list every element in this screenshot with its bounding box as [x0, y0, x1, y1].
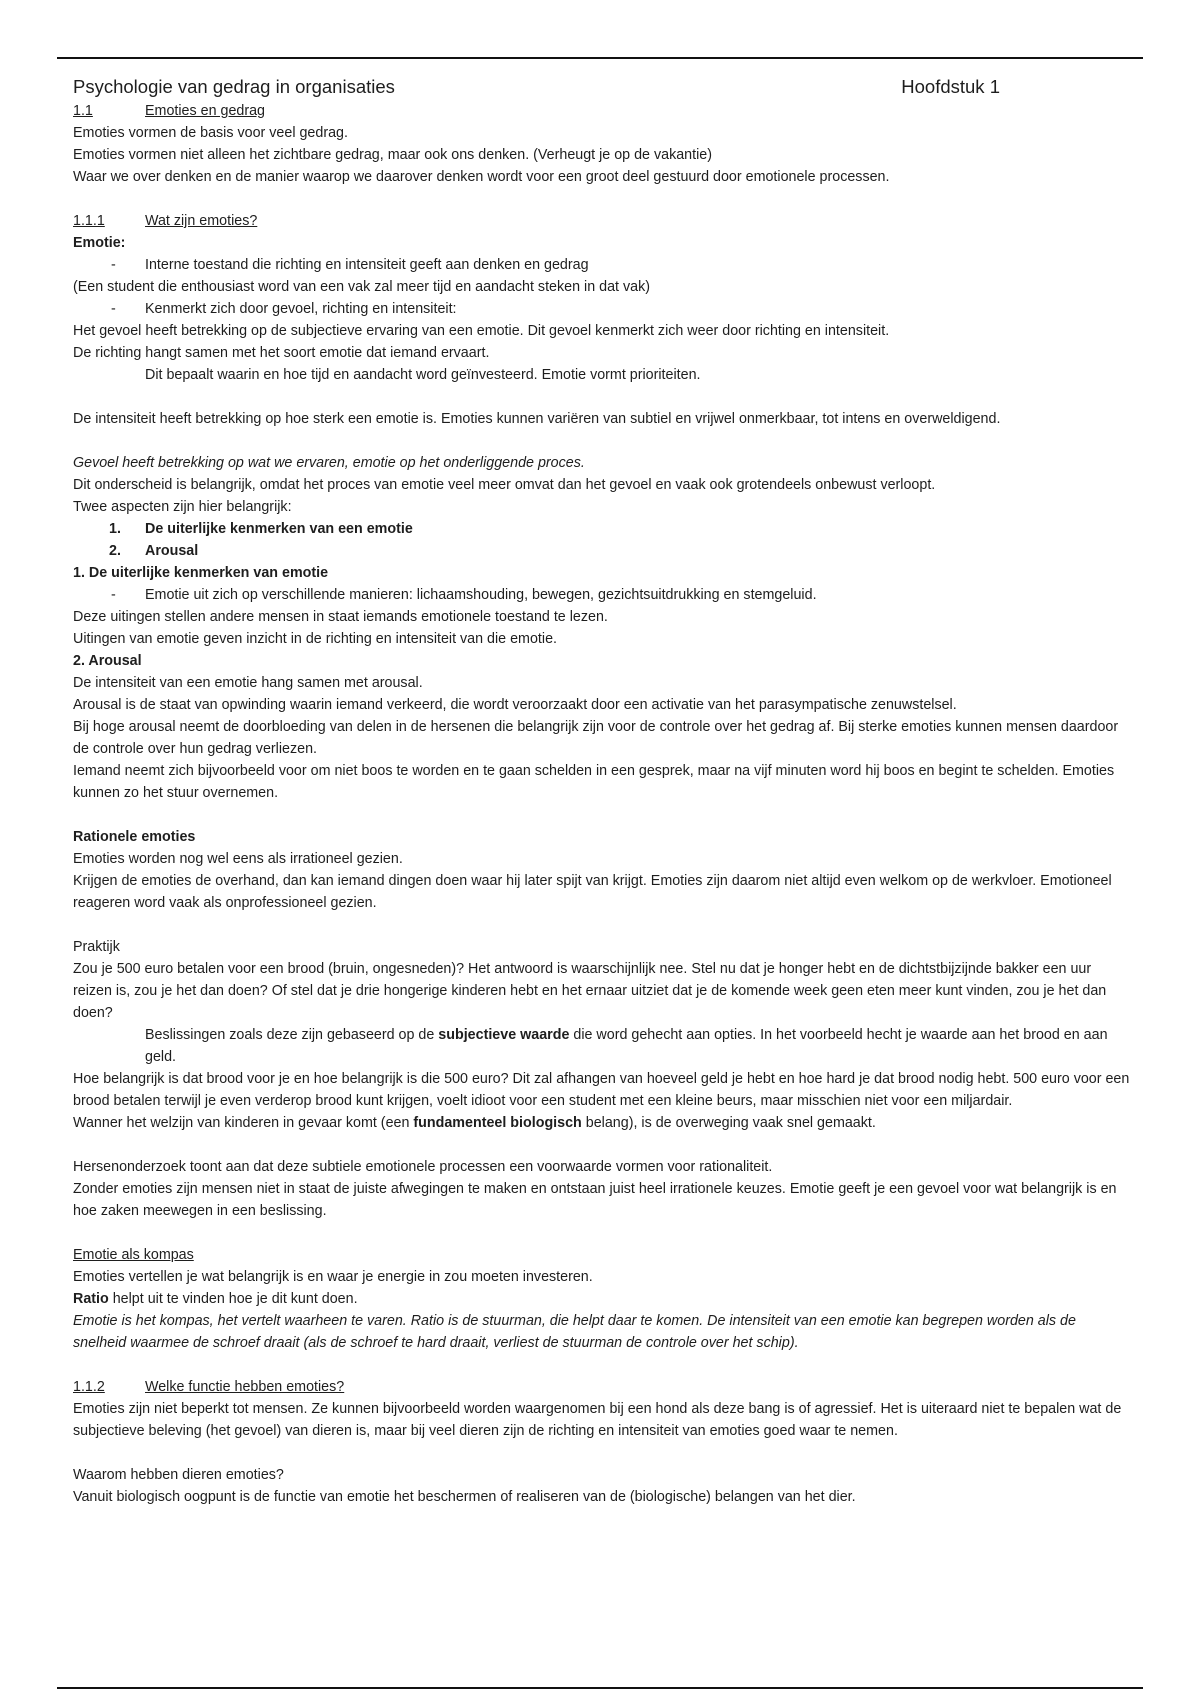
paragraph: Emoties zijn niet beperkt tot mensen. Ze kunnen bijvoorbeeld worden waargenomen bij een hond als deze bang is of agressief. Het is uiteraard niet te bepalen wat de subjectieve beleving (het gevoel) van dieren is, maar bij veel dieren zijn de richting en intensiteit van emoties goed waar te nemen.	[73, 1401, 1122, 1439]
paragraph: Emoties worden nog wel eens als irrationeel gezien.	[73, 851, 403, 867]
paragraph: Zou je 500 euro betalen voor een brood (bruin, ongesneden)? Het antwoord is waarschijnlijk nee. Stel nu dat je honger hebt en de dichtstbijzijnde bakker een uur reizen is, zou je het dan doen? Of stel dat je drie hongerige kinderen hebt en het ernaar uitziet dat je de komende week geen eten meer kunt vinden, zou je het dan doen?	[73, 961, 1107, 1021]
indented-paragraph: Dit bepaalt waarin en hoe tijd en aandacht word geïnvesteerd. Emotie vormt prioriteiten.	[145, 367, 701, 383]
paragraph: Hoe belangrijk is dat brood voor je en hoe belangrijk is die 500 euro? Dit zal afhangen van hoeveel geld je hebt en hoe hard je dat brood nodig hebt. 500 euro voor een brood betalen terwijl je even verderop brood kunt krijgen, voelt idioot voor een student met een kleine beurs, maar misschien niet voor een miljardair.	[73, 1071, 1130, 1109]
paragraph: (Een student die enthousiast word van een vak zal meer tijd en aandacht steken in dat vak)	[73, 279, 650, 295]
paragraph: Bij hoge arousal neemt de doorbloeding van delen in de hersenen die belangrijk zijn voor de controle over het gedrag af. Bij sterke emoties kunnen mensen daardoor de controle over hun gedrag verliezen.	[73, 719, 1119, 757]
subheading: Emotie als kompas	[73, 1247, 194, 1263]
paragraph: Waar we over denken en de manier waarop we daarover denken wordt voor een groot deel gestuurd door emotionele processen.	[73, 169, 890, 185]
paragraph: Hersenonderzoek toont aan dat deze subtiele emotionele processen een voorwaarde vormen voor rationaliteit.	[73, 1159, 773, 1175]
chapter-label: Hoofdstuk 1	[901, 76, 1000, 97]
paragraph: De richting hangt samen met het soort emotie dat iemand ervaart.	[73, 345, 490, 361]
paragraph: Zonder emoties zijn mensen niet in staat de juiste afwegingen te maken en ontstaan juist heel irrationele keuzes. Emotie geeft je een gevoel voor wat belangrijk is en hoe zaken meewegen in een beslissing.	[73, 1181, 1117, 1219]
bullet-item: - Kenmerkt zich door gevoel, richting en intensiteit:	[73, 298, 1133, 320]
bullet-item: - Emotie uit zich op verschillende manieren: lichaamshouding, bewegen, gezichtsuitdrukking en stemgeluid.	[73, 584, 1133, 606]
paragraph: Uitingen van emotie geven inzicht in de richting en intensiteit van die emotie.	[73, 631, 557, 647]
document-title: Psychologie van gedrag in organisaties	[73, 76, 395, 97]
subheading: Waarom hebben dieren emoties?	[73, 1467, 284, 1483]
paragraph: Iemand neemt zich bijvoorbeeld voor om niet boos te worden en te gaan schelden in een gesprek, maar na vijf minuten word hij boos en begint te schelden. Emoties kunnen zo het stuur overnemen.	[73, 763, 1115, 801]
section-number: 1.1.1	[73, 213, 105, 229]
section-title: Wat zijn emoties?	[145, 213, 258, 229]
footer-rule	[57, 1687, 1143, 1689]
document-page	[73, 74, 1133, 1508]
paragraph: Deze uitingen stellen andere mensen in staat iemands emotionele toestand te lezen.	[73, 609, 608, 625]
paragraph: Dit onderscheid is belangrijk, omdat het proces van emotie veel meer omvat dan het gevoel en vaak ook grotendeels onbewust verloopt.	[73, 477, 936, 493]
subheading: 2. Arousal	[73, 653, 142, 669]
paragraph: Emoties vertellen je wat belangrijk is en waar je energie in zou moeten investeren.	[73, 1269, 593, 1285]
italic-paragraph: Gevoel heeft betrekking op wat we ervaren, emotie op het onderliggende proces.	[73, 455, 585, 471]
section-number: 1.1	[73, 103, 93, 119]
emotie-label: Emotie:	[73, 235, 126, 251]
paragraph: Emoties vormen de basis voor veel gedrag.	[73, 125, 348, 141]
paragraph: Wanner het welzijn van kinderen in gevaar komt (een fundamenteel biologisch belang), is de overweging vaak snel gemaakt.	[73, 1115, 876, 1131]
section-1-1-2-heading	[73, 1376, 1133, 1398]
paragraph: Ratio helpt uit te vinden hoe je dit kunt doen.	[73, 1291, 358, 1307]
paragraph: Emoties vormen niet alleen het zichtbare gedrag, maar ook ons denken. (Verheugt je op de vakantie)	[73, 147, 712, 163]
paragraph: Twee aspecten zijn hier belangrijk:	[73, 499, 292, 515]
numbered-item: 1. De uiterlijke kenmerken van een emotie	[109, 521, 413, 537]
indented-paragraph: Beslissingen zoals deze zijn gebaseerd op de subjectieve waarde die word gehecht aan opties. In het voorbeeld hecht je waarde aan het brood en aan geld.	[145, 1027, 1108, 1065]
section-1-1-1-heading	[73, 210, 1133, 232]
subheading: Praktijk	[73, 939, 120, 955]
section-number: 1.1.2	[73, 1379, 105, 1395]
bullet-item: - Interne toestand die richting en intensiteit geeft aan denken en gedrag	[73, 254, 1133, 276]
header-rule	[57, 57, 1143, 59]
subheading: 1. De uiterlijke kenmerken van emotie	[73, 565, 329, 581]
paragraph: De intensiteit heeft betrekking op hoe sterk een emotie is. Emoties kunnen variëren van subtiel en vrijwel onmerkbaar, tot intens en overweldigend.	[73, 411, 1001, 427]
paragraph: Krijgen de emoties de overhand, dan kan iemand dingen doen waar hij later spijt van krijgt. Emoties zijn daarom niet altijd even welkom op de werkvloer. Emotioneel reageren word vaak als onprofessioneel gezien.	[73, 873, 1112, 911]
paragraph: Het gevoel heeft betrekking op de subjectieve ervaring van een emotie. Dit gevoel kenmerkt zich weer door richting en intensiteit.	[73, 323, 890, 339]
italic-paragraph: Emotie is het kompas, het vertelt waarheen te varen. Ratio is de stuurman, die helpt daar te komen. De intensiteit van een emotie kan begrepen worden als de snelheid waarmee de schroef draait (als de schroef te hard draait, verliest de stuurman de controle over het schip).	[73, 1313, 1076, 1351]
page-header	[73, 74, 1133, 100]
numbered-item: 2. Arousal	[109, 543, 199, 559]
paragraph: De intensiteit van een emotie hang samen met arousal.	[73, 675, 423, 691]
section-title: Welke functie hebben emoties?	[145, 1379, 345, 1395]
section-title: Emoties en gedrag	[145, 103, 266, 119]
subheading: Rationele emoties	[73, 829, 196, 845]
paragraph: Arousal is de staat van opwinding waarin iemand verkeerd, die wordt veroorzaakt door een activatie van het parasympatische zenuwstelsel.	[73, 697, 957, 713]
section-1-1-heading	[73, 100, 1133, 122]
paragraph: Vanuit biologisch oogpunt is de functie van emotie het beschermen of realiseren van de (biologische) belangen van het dier.	[73, 1489, 856, 1505]
